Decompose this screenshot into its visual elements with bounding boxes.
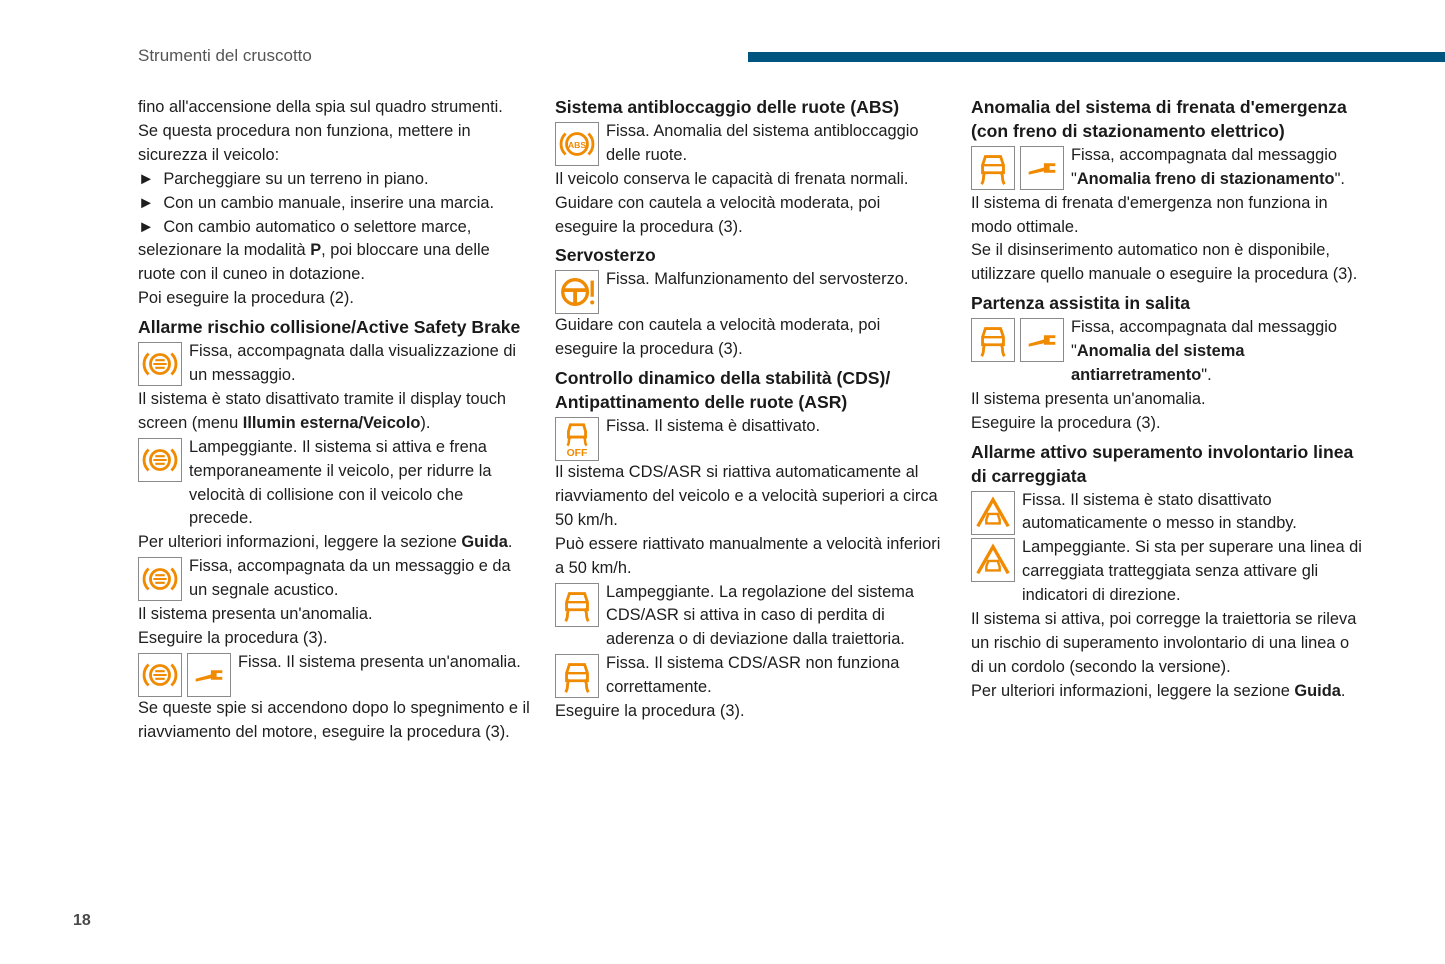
steering-wheel-warning-icon <box>555 270 599 314</box>
icon-group <box>555 122 599 166</box>
entry-text: Fissa. Il sistema presenta un'anomalia. <box>238 652 521 671</box>
paragraph: Guidare con cautela a velocità moderata, poi eseguire la procedura (3). <box>555 316 881 359</box>
warning-entry <box>555 120 947 168</box>
entry-text: Fissa. Il sistema è stato disattivato automaticamente o messo in standby. <box>1022 490 1297 533</box>
icon-group <box>555 270 599 314</box>
warning-entry <box>138 436 530 532</box>
wrench-icon <box>1020 318 1064 362</box>
entry-text: Lampeggiante. Il sistema si attiva e frena temporaneamente il veicolo, per ridurre la velocità di collisione con il veicolo che precede. <box>189 437 492 528</box>
paragraph <box>138 388 530 436</box>
warning-entry <box>555 415 947 461</box>
entry-text: Lampeggiante. Si sta per superare una linea di carreggiata tratteggiata senza attivare gli indicatori di direzione. <box>1022 538 1362 605</box>
paragraph: Il veicolo conserva le capacità di frenata normali. <box>555 169 909 188</box>
warning-entry <box>555 581 947 653</box>
warning-entry <box>971 536 1363 608</box>
column-2 <box>555 96 947 724</box>
paragraph: fino all'accensione della spia sul quadro strumenti. <box>138 98 503 116</box>
cds-off-icon-label: OFF <box>566 448 588 458</box>
paragraph <box>138 531 530 555</box>
text: . <box>1340 681 1346 700</box>
lane-departure-icon <box>971 538 1015 582</box>
column-1 <box>138 96 530 745</box>
paragraph: Può essere riattivato manualmente a velocità inferiori a 50 km/h. <box>555 534 941 577</box>
icon-group <box>555 583 599 627</box>
abs-warning-icon <box>555 122 599 166</box>
collision-warning-icon <box>138 342 182 386</box>
header-accent-bar <box>748 52 1445 62</box>
warning-entry <box>971 316 1363 388</box>
entry-text: Fissa. Anomalia del sistema antibloccaggio delle ruote. <box>606 121 919 164</box>
icon-group <box>971 538 1015 582</box>
abs-icon-label: ABS <box>567 139 587 150</box>
warning-entry <box>971 489 1363 537</box>
entry-text: Fissa. Il sistema è disattivato. <box>606 416 821 435</box>
text: ". <box>1334 169 1345 188</box>
text: Per ulteriori informazioni, leggere la sezione <box>138 533 462 552</box>
icon-group <box>555 417 599 461</box>
paragraph: Eseguire la procedura (3). <box>971 413 1161 432</box>
warning-entry <box>555 652 947 700</box>
text: ". <box>1201 365 1212 384</box>
text: Fissa, accompagnata dal messaggio " <box>1071 318 1338 361</box>
paragraph: Il sistema si attiva, poi corregge la traiettoria se rileva un rischio di superamento involontario di una linea o di un cordolo (secondo la versione). <box>971 610 1357 676</box>
entry-text <box>1071 144 1363 192</box>
entry-text: Fissa, accompagnata dalla visualizzazione di un messaggio. <box>189 342 517 384</box>
bold-text: Anomalia freno di stazionamento <box>1076 169 1335 188</box>
wrench-icon <box>1020 146 1064 190</box>
bold-text: P <box>310 241 322 260</box>
section-heading-abs: Sistema antibloccaggio delle ruote (ABS) <box>555 97 900 117</box>
car-skid-icon <box>971 146 1015 190</box>
icon-group <box>971 491 1015 535</box>
entry-text <box>1071 316 1363 388</box>
paragraph: Se queste spie si accendono dopo lo spegnimento e il riavviamento del motore, eseguire la procedura (3). <box>138 698 530 741</box>
entry-text: Fissa, accompagnata da un messaggio e da un segnale acustico. <box>189 557 511 600</box>
text: Fissa, accompagnata dal messaggio " <box>1071 145 1338 188</box>
car-skid-icon <box>555 654 599 698</box>
bold-text: Guida <box>461 533 508 552</box>
icon-group <box>555 654 599 698</box>
text: ). <box>420 413 431 432</box>
cds-off-icon <box>555 417 599 461</box>
warning-entry <box>971 144 1363 192</box>
bold-text: Illumin esterna/Veicolo <box>242 413 421 432</box>
paragraph: Il sistema di frenata d'emergenza non funziona in modo ottimale. <box>971 193 1328 236</box>
text: , poi bloccare una delle ruote con il cuneo in dotazione. <box>138 241 490 284</box>
text: Il sistema è stato disattivato tramite il display touch screen (menu <box>138 389 507 432</box>
bullet-item <box>138 216 530 288</box>
wrench-icon <box>187 653 231 697</box>
section-heading-emergency-brake: Anomalia del sistema di frenata d'emergenza (con freno di stazionamento elettrico) <box>971 97 1347 141</box>
car-skid-icon <box>555 583 599 627</box>
icon-group <box>971 146 1064 190</box>
icon-group <box>971 318 1064 362</box>
paragraph <box>971 680 1363 704</box>
paragraph: Poi eseguire la procedura (2). <box>138 289 354 308</box>
bullet-item: ► Con un cambio manuale, inserire una marcia. <box>138 192 530 216</box>
entry-text: Lampeggiante. La regolazione del sistema CDS/ASR si attiva in caso di perdita di aderenza o di deviazione dalla traiettoria. <box>606 582 914 649</box>
bold-text: Guida <box>1294 681 1341 700</box>
warning-entry <box>555 268 947 314</box>
paragraph: Guidare con cautela a velocità moderata, poi eseguire la procedura (3). <box>555 193 881 236</box>
bullet-item: ► Parcheggiare su un terreno in piano. <box>138 168 530 192</box>
warning-entry <box>138 340 530 388</box>
running-header: Strumenti del cruscotto <box>138 46 312 65</box>
section-heading-cds: Controllo dinamico della stabilità (CDS)/ Antipattinamento delle ruote (ASR) <box>555 368 891 413</box>
lane-departure-icon <box>971 491 1015 535</box>
text: Con cambio automatico o selettore marce, selezionare la modalità <box>138 217 472 260</box>
collision-warning-icon <box>138 653 182 697</box>
section-heading-servo: Servosterzo <box>555 245 656 266</box>
car-skid-icon <box>971 318 1015 362</box>
page-number: 18 <box>73 912 91 929</box>
warning-entry <box>138 555 530 603</box>
paragraph: Il sistema presenta un'anomalia. <box>138 605 373 624</box>
text: Per ulteriori informazioni, leggere la sezione <box>971 681 1295 700</box>
paragraph: Il sistema CDS/ASR si riattiva automaticamente al riavviamento del veicolo e a velocità superiori a circa 50 km/h. <box>555 462 938 529</box>
entry-text: Fissa. Malfunzionamento del servosterzo. <box>606 270 909 289</box>
paragraph: Se questa procedura non funziona, mettere in sicurezza il veicolo: <box>138 121 471 164</box>
icon-group <box>138 342 182 386</box>
text: . <box>507 533 513 552</box>
paragraph: Il sistema presenta un'anomalia. <box>971 389 1206 408</box>
section-heading-hill-start: Partenza assistita in salita <box>971 293 1191 314</box>
collision-warning-icon <box>138 557 182 601</box>
section-heading-lane-departure: Allarme attivo superamento involontario linea di carreggiata <box>971 441 1354 486</box>
entry-text: Fissa. Il sistema CDS/ASR non funziona correttamente. <box>606 654 900 697</box>
warning-entry <box>138 651 530 697</box>
paragraph: Eseguire la procedura (3). <box>138 628 328 647</box>
icon-group <box>138 653 231 697</box>
section-heading-collision: Allarme rischio collisione/Active Safety Brake <box>138 317 521 338</box>
icon-group <box>138 438 182 482</box>
icon-group <box>138 557 182 601</box>
paragraph: Eseguire la procedura (3). <box>555 702 745 721</box>
column-3 <box>971 96 1363 704</box>
paragraph: Se il disinserimento automatico non è disponibile, utilizzare quello manuale o eseguire la procedura (3). <box>971 241 1358 284</box>
bold-text: Anomalia del sistema antiarretramento <box>1071 342 1245 384</box>
collision-warning-icon <box>138 438 182 482</box>
